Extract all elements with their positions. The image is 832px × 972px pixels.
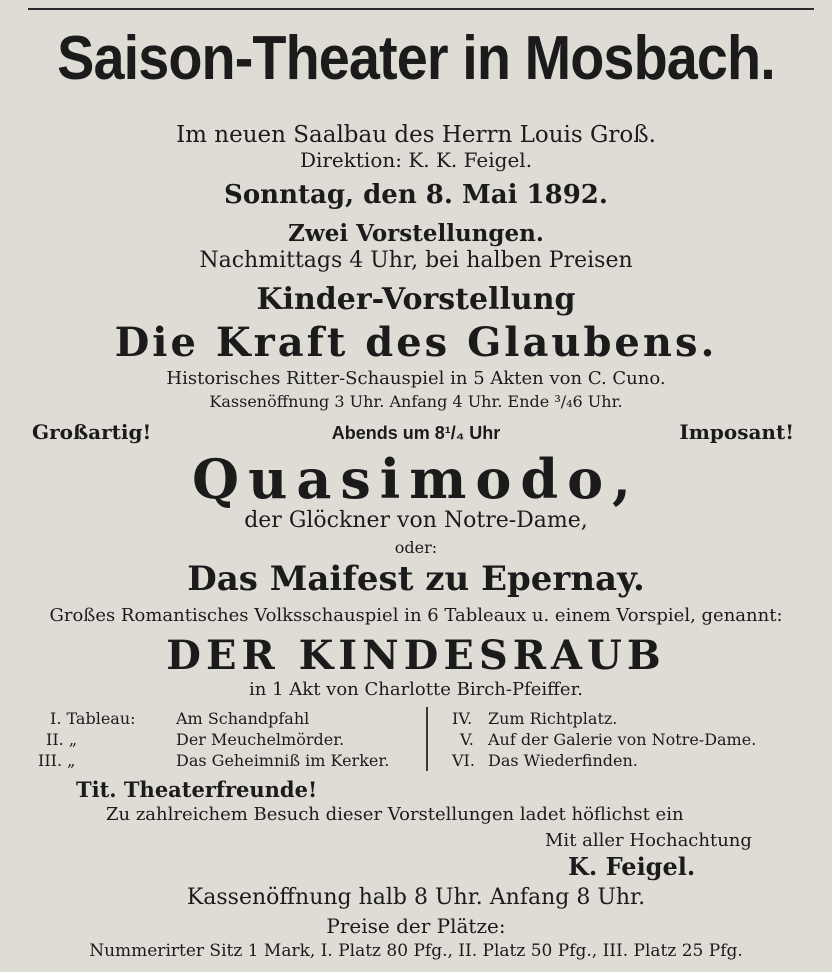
play2-title: Quasimodo, [192,447,640,511]
play1-subtitle: Historisches Ritter-Schauspiel in 5 Akten von C. Cuno. [166,368,666,389]
tableau-name: Zum Richtplatz. [488,709,618,728]
tableau-name: Am Schandpfahl [176,709,310,728]
tableau-number: IV. [452,709,473,728]
prelude-author: in 1 Akt von Charlotte Birch-Pfeiffer. [249,679,583,700]
or-line: oder: [394,538,438,557]
tableaux-divider [426,707,428,771]
headline: Saison-Theater in Mosbach. [57,24,775,93]
salutation: Tit. Theaterfreunde! [76,777,318,802]
tableau-name: Das Geheimniß im Kerker. [176,751,390,770]
evening-times: Kassenöffnung halb 8 Uhr. Anfang 8 Uhr. [186,885,646,910]
tableau-name: Das Wiederfinden. [488,751,638,770]
tableau-number: V. [460,730,474,749]
date-line: Sonntag, den 8. Mai 1892. [224,180,608,210]
invitation: Zu zahlreichem Besuch dieser Vorstellungen ladet höflichst ein [106,804,684,825]
evening-line: Abends um 8¹/₄ Uhr [331,423,501,443]
tableau-number: III. „ [38,751,76,770]
performances-line: Zwei Vorstellungen. [288,220,544,247]
prices-line: Nummerirter Sitz 1 Mark, I. Platz 80 Pfg., II. Platz 50 Pfg., III. Platz 25 Pfg. [89,941,743,961]
tableau-number: I. Tableau: [50,709,136,728]
regards: Mit aller Hochachtung [545,830,752,851]
play1-times: Kassenöffnung 3 Uhr. Anfang 4 Uhr. Ende ³/₄6 Uhr. [209,392,623,411]
play2-sub1: der Glöckner von Notre-Dame, [244,508,588,533]
tableau-name: Auf der Galerie von Notre-Dame. [488,730,757,749]
play2-sub2: Das Maifest zu Epernay. [187,559,645,599]
tableau-number: II. „ [46,730,78,749]
signature: K. Feigel. [568,852,696,881]
afternoon-line: Nachmittags 4 Uhr, bei halben Preisen [199,248,633,273]
venue-line: Im neuen Saalbau des Herrn Louis Groß. [176,122,656,148]
children-show: Kinder-Vorstellung [256,282,576,317]
prices-heading: Preise der Plätze: [326,914,506,938]
play2-description: Großes Romantisches Volksschauspiel in 6 Tableaux u. einem Vorspiel, genannt: [49,605,783,626]
play1-title: Die Kraft des Glaubens. [114,319,718,366]
direction-line: Direktion: K. K. Feigel. [299,148,533,172]
tableau-name: Der Meuchelmörder. [176,730,345,749]
left-tag: Großartig! [32,420,152,444]
top-rule [28,8,814,10]
prelude-title: DER KINDESRAUB [166,632,666,679]
tableau-number: VI. [452,751,475,770]
right-tag: Imposant! [679,420,794,444]
